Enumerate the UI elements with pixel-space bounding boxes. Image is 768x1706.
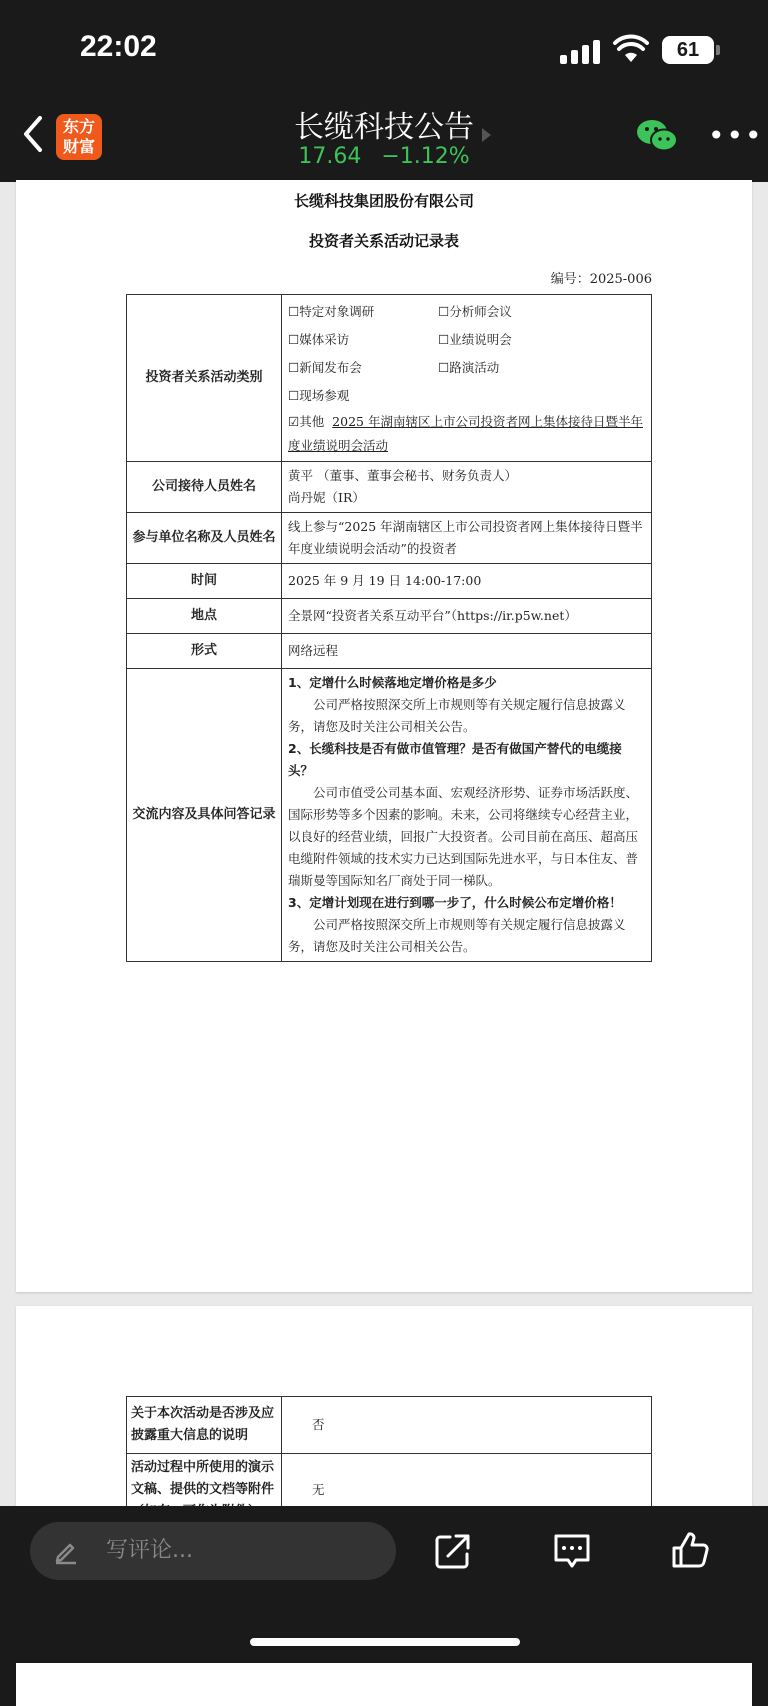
- option-item: ☐现场参观: [288, 388, 350, 403]
- time-cell: 2025 年 9 月 19 日 14:00-17:00: [282, 564, 652, 599]
- qa-question: 1、定增什么时候落地定增价格是多少: [288, 675, 497, 690]
- qa-question: 2、长缆科技是否有做市值管理？是否有做国产替代的电缆接头？: [288, 741, 622, 778]
- comments-icon[interactable]: [552, 1532, 592, 1570]
- staff-label: 公司接待人员姓名: [127, 462, 282, 513]
- option-item: ☐业绩说明会: [438, 332, 512, 347]
- table-row: [127, 462, 652, 513]
- nav-bar: [0, 96, 768, 182]
- qa-answer: 公司市值受公司基本面、宏观经济形势、证券市场活跃度、国际形势等多个因素的影响。未来，公司将继续专心经营主业，以良好的经营业绩，回报广大投资者。公司目前在高压、超高压电缆附件领域的技术实力已达到国际先进水平，与日本住友、普瑞斯曼等国际知名厂商处于同一梯队。: [288, 785, 639, 888]
- activity-options: [288, 298, 645, 410]
- activity-type-label: 投资者关系活动类别: [127, 295, 282, 462]
- table-row: [127, 669, 652, 962]
- status-bar: [0, 0, 768, 96]
- table-row: [127, 295, 652, 462]
- participants-label: 参与单位名称及人员姓名: [127, 513, 282, 564]
- more-options-icon[interactable]: •••: [708, 119, 764, 152]
- qa-answer: 公司严格按照深交所上市规则等有关规定履行信息披露义务，请您及时关注公司相关公告。: [288, 697, 626, 734]
- doc-number: 编号：2025-006: [550, 272, 652, 287]
- table-row: [127, 634, 652, 669]
- option-item: ☐路演活动: [438, 360, 500, 375]
- wifi-icon: [614, 36, 648, 64]
- qa-cell: [282, 669, 652, 962]
- option-item: ☐分析师会议: [438, 304, 512, 319]
- doc-company: 长缆科技集团股份有限公司: [293, 192, 474, 210]
- play-triangle-icon: [482, 128, 491, 142]
- stock-price: 17.64: [298, 144, 362, 169]
- qa-answer: 公司严格按照深交所上市规则等有关规定履行信息披露义务，请您及时关注公司相关公告。: [288, 917, 626, 954]
- disclosure-label: 关于本次活动是否涉及应披露重大信息的说明: [127, 1397, 282, 1454]
- battery-icon: 61: [662, 36, 714, 64]
- stock-change: −1.12%: [381, 144, 470, 169]
- attachments-cell: 无: [282, 1454, 652, 1527]
- share-icon[interactable]: [434, 1532, 472, 1570]
- comment-input[interactable]: [30, 1522, 396, 1580]
- qa-label: 交流内容及具体问答记录: [127, 669, 282, 962]
- page-title: 长缆科技公告: [294, 110, 474, 145]
- option-item: ☐特定对象调研: [288, 304, 375, 319]
- table-row: [127, 1397, 652, 1454]
- qa-question: 3、定增计划现在进行到哪一步了，什么时候公布定增价格！: [288, 895, 622, 910]
- option-other: [288, 410, 645, 458]
- staff-cell: [282, 462, 652, 513]
- time-label: 时间: [127, 564, 282, 599]
- form-label: 形式: [127, 634, 282, 669]
- option-other-text: 2025 年湖南辖区上市公司投资者网上集体接待日暨半年度业绩说明会活动: [288, 414, 643, 453]
- comment-placeholder: 写评论...: [106, 1538, 193, 1563]
- logo-line-1: 东方: [62, 117, 95, 136]
- participants-cell: 线上参与“2025 年湖南辖区上市公司投资者网上集体接待日暨半年度业绩说明会活动”的投资者: [282, 513, 652, 564]
- bottom-toolbar: [0, 1506, 768, 1663]
- wechat-share-icon[interactable]: [636, 118, 678, 154]
- attachments-label: 活动过程中所使用的演示文稿、提供的文档等附件: [127, 1454, 282, 1527]
- option-other-check: ☑其他: [288, 414, 325, 429]
- home-indicator: [250, 1638, 520, 1646]
- document-page-1: [16, 180, 752, 1292]
- option-item: ☐媒体采访: [288, 332, 350, 347]
- option-item: ☐新闻发布会: [288, 360, 362, 375]
- battery-tip: [716, 45, 720, 55]
- thumbs-up-icon[interactable]: [670, 1530, 710, 1570]
- place-cell: 全景网“投资者关系互动平台”（https://ir.p5w.net）: [282, 599, 652, 634]
- document-viewer[interactable]: [0, 182, 768, 1506]
- staff-line: 黄平 （董事、董事会秘书、财务负责人）: [288, 468, 517, 483]
- place-label: 地点: [127, 599, 282, 634]
- cellular-signal-icon: [560, 40, 602, 64]
- doc-title: 投资者关系活动记录表: [308, 232, 459, 250]
- table-row: [127, 599, 652, 634]
- table-row: [127, 564, 652, 599]
- table-row: [127, 513, 652, 564]
- activity-type-cell: [282, 295, 652, 462]
- disclosure-cell: 否: [282, 1397, 652, 1454]
- form-cell: 网络远程: [282, 634, 652, 669]
- staff-line: 尚丹妮（IR）: [288, 490, 365, 505]
- record-table: [126, 294, 652, 962]
- logo-line-2: 财富: [62, 137, 95, 156]
- pen-icon: [52, 1537, 80, 1565]
- status-time: 22:02: [80, 30, 157, 63]
